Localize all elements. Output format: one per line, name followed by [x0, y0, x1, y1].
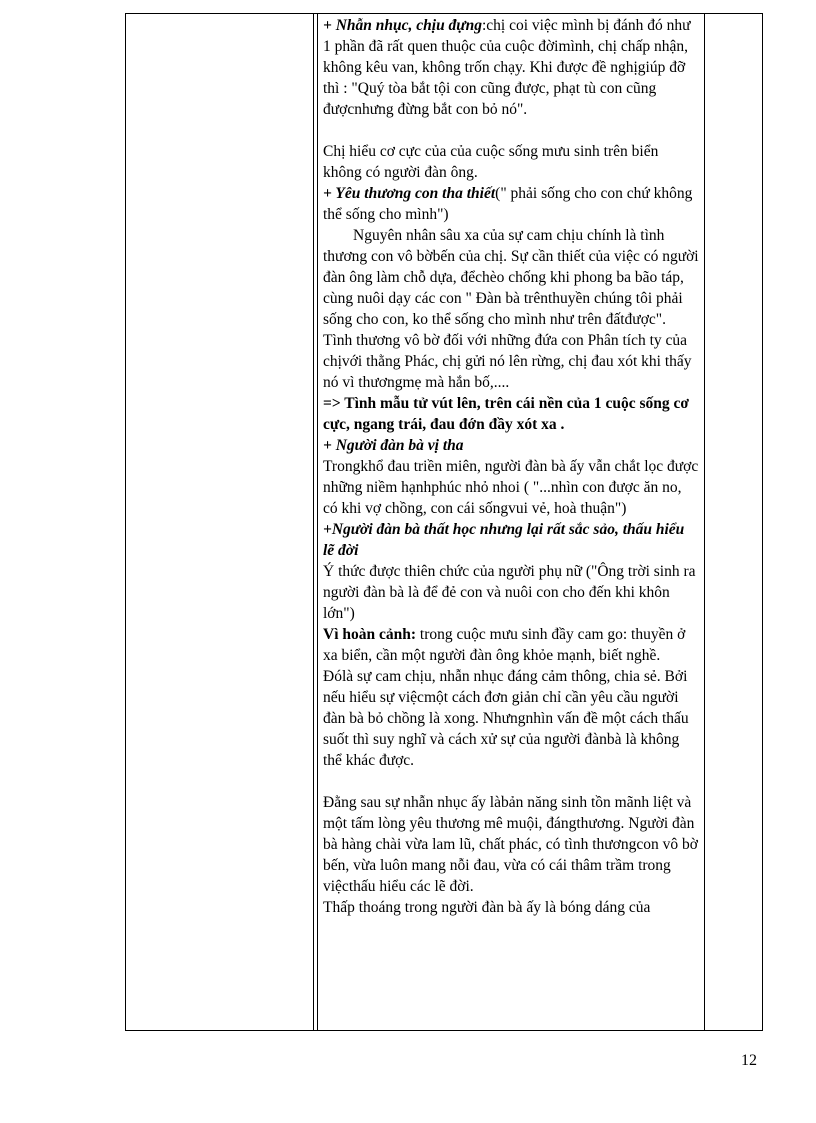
paragraph: Nguyên nhân sâu xa của sự cam chịu chính là tình thương con vô bờbến của chị. Sự cần thiết của việc có người đàn ông làm chỗ dựa, đểchèo chống khi phong ba bão táp, cùng nuôi dạy các con " Đàn bà trênthuyền chúng tôi phải sống cho con, ko thể sống cho mình như trên đấtđược". [323, 227, 699, 328]
heading-uneducated-but-wise: +Người đàn bà thất học nhưng lại rất sắc sảo, thấu hiểu lẽ đời [323, 521, 685, 559]
paragraph: Tình thương vô bờ đối với những đứa con Phân tích ty của chịvới thằng Phác, chị gửi nó lên rừng, chị đau xót khi thấy nó vì thươngmẹ mà hắn bố,.... [323, 332, 692, 391]
table-column-divider [704, 14, 705, 1030]
paragraph [323, 183, 699, 225]
paragraph [323, 15, 699, 120]
paragraph-text: :chị coi việc mình bị đánh đó như 1 phần đã rất quen thuộc của cuộc đờimình, chị chấp nhận, không kêu van, không trốn chạy. Khi được đề nghịgiúp đỡ thì : "Quý tòa bắt tội con cũng được, phạt tù con cũng đượcnhưng đừng bắt con bỏ nó". [323, 17, 691, 118]
paragraph: Đólà sự cam chịu, nhẫn nhục đáng cảm thông, chia sẻ. Bởi nếu hiểu sự việcmột cách đơn giản chỉ cần yêu cầu người đàn bà bỏ chồng là xong. Nhưngnhìn vấn đề một cách thấu suốt thì suy nghĩ và cách xử sự của người đànbà là không thể khác được. [323, 668, 689, 769]
paragraph: Đằng sau sự nhẫn nhục ấy làbản năng sinh tồn mãnh liệt và một tấm lòng yêu thương mê muội, đángthương. Người đàn bà hàng chài vừa lam lũ, chất phác, có tình thươngcon vô bờ bến, vừa luôn mang nỗi đau, vừa có cái thâm trầm trong việcthấu hiểu các lẽ đời. [323, 794, 698, 895]
paragraph-text: (" phải sống cho con chứ không thể sống cho mình") [323, 185, 693, 223]
heading-love-for-children: + Yêu thương con tha thiết [323, 185, 496, 202]
paragraph: Ý thức được thiên chức của người phụ nữ ("Ông trời sinh ra người đàn bà là để đẻ con và nuôi con cho đến khi khôn lớn") [323, 563, 696, 622]
conclusion-bold: => Tình mẫu tử vút lên, trên cái nền của 1 cuộc sống cơ cực, ngang trái, đau đớn đầy xót xa . [323, 395, 689, 433]
content-table [125, 13, 763, 1031]
heading-altruistic-woman: + Người đàn bà vị tha [323, 437, 464, 454]
paragraph: Chị hiểu cơ cực của của cuộc sống mưu sinh trên biển không có người đàn ông. [323, 143, 659, 181]
paragraph: Thấp thoáng trong người đàn bà ấy là bóng dáng của [323, 899, 651, 916]
paragraph-text: trong cuộc mưu sinh đầy cam go: thuyền ở xa biển, cần một người đàn ông khỏe mạnh, biết nghề. [323, 626, 686, 664]
table-column-divider [313, 14, 314, 1030]
heading-endurance: + Nhẫn nhục, chịu đựng [323, 17, 482, 34]
content-cell [318, 14, 702, 1030]
label-circumstance: Vì hoàn cảnh: [323, 626, 417, 643]
page-number: 12 [741, 1052, 757, 1069]
paragraph: Trongkhổ đau triền miên, người đàn bà ấy vẫn chắt lọc được những niềm hạnhphúc nhỏ nhoi ( "...nhìn con được ăn no, có khi vợ chồng, con cái sốngvui vẻ, hoà thuận") [323, 458, 699, 517]
paragraph [323, 624, 699, 666]
